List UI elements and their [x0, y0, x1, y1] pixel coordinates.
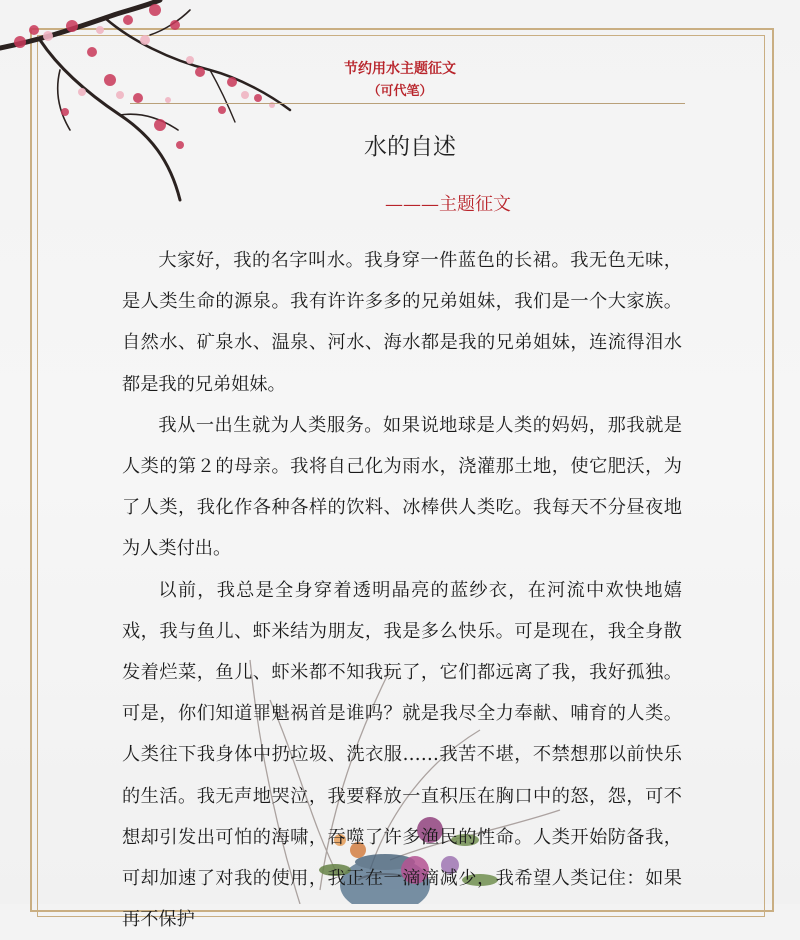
essay-subtitle: ———主题征文 [385, 194, 511, 215]
plum-blossom-branch-illustration [0, 0, 300, 210]
essay-paragraph-2: 我从一出生就为人类服务。如果说地球是人类的妈妈，那我就是人类的第２的母亲。我将自己化为雨水，浇灌那土地，使它肥沃，为了人类，我化作各种各样的饮料、冰棒供人类吃。我每天不分昼夜地为人类付出。 [122, 414, 682, 560]
essay-body [122, 240, 682, 940]
essay-title: 水的自述 [364, 134, 456, 160]
essay-paragraph-3: 以前，我总是全身穿着透明晶亮的蓝纱衣，在河流中欢快地嬉戏，我与鱼儿、虾米结为朋友，我是多么快乐。可是现在，我全身散发着烂菜，鱼儿、虾米都不知我玩了，它们都远离了我，我好孤独。可是，你们知道罪魁祸首是谁吗？就是我尽全力奉献、哺育的人类。人类往下我身体中扔垃圾、洗衣服……我苦不堪，不禁想那以前快乐的生活。我无声地哭泣，我要释放一直积压在胸口中的怒，怨，可不想却引发出可怕的海啸，吞噬了许多渔民的性命。人类开始防备我，可却加速了对我的使用，我正在一滴滴减少，我希望人类记住：如果再不保护 [122, 579, 682, 931]
essay-subject-heading: 节约用水主题征文 [344, 61, 456, 77]
header-divider [130, 103, 685, 104]
essay-note: （可代笔） [367, 84, 433, 99]
essay-paragraph-1: 大家好，我的名字叫水。我身穿一件蓝色的长裙。我无色无味，是人类生命的源泉。我有许许多多的兄弟姐妹，我们是一个大家族。自然水、矿泉水、温泉、河水、海水都是我的兄弟姐妹，连流得泪水都是我的兄弟姐妹。 [122, 250, 682, 395]
